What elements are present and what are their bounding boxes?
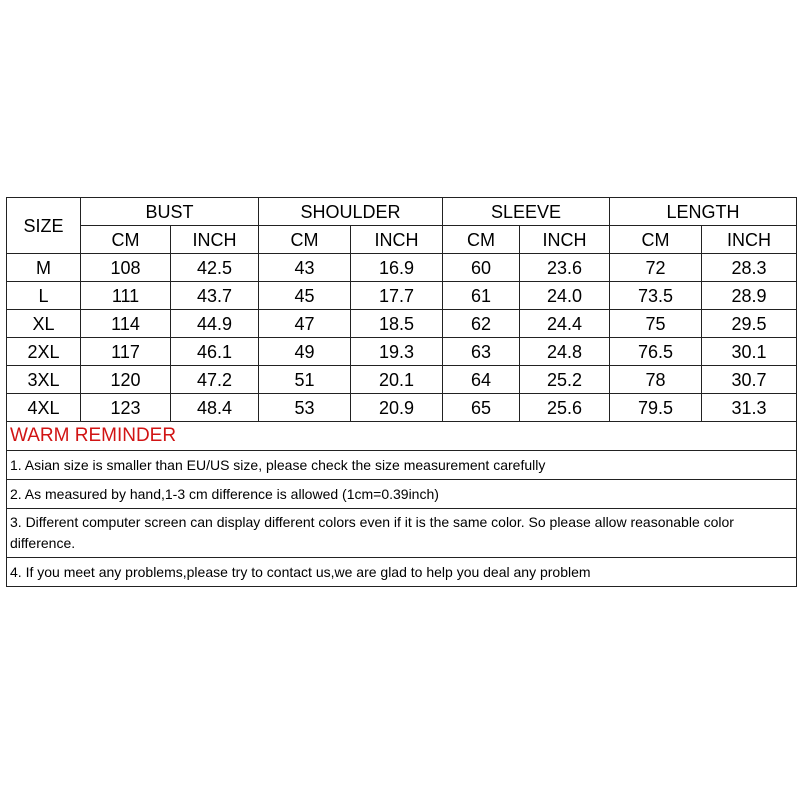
table-cell: 64 (443, 366, 520, 394)
table-cell: 31.3 (702, 394, 797, 422)
table-cell: 78 (610, 366, 702, 394)
unit-header: INCH (520, 226, 610, 254)
table-cell: 17.7 (351, 282, 443, 310)
reminder-note-row (7, 480, 797, 509)
table-cell: 48.4 (171, 394, 259, 422)
unit-header: CM (610, 226, 702, 254)
unit-header: CM (81, 226, 171, 254)
group-header-bust: BUST (81, 198, 259, 226)
table-cell: 123 (81, 394, 171, 422)
table-cell: 43.7 (171, 282, 259, 310)
table-cell: 28.9 (702, 282, 797, 310)
table-row (7, 310, 797, 338)
size-label: 3XL (7, 366, 81, 394)
table-cell: 24.4 (520, 310, 610, 338)
table-row (7, 366, 797, 394)
reminder-note: 4. If you meet any problems,please try to contact us,we are glad to help you deal any problem (7, 558, 797, 587)
size-rows (7, 254, 797, 422)
unit-header: CM (259, 226, 351, 254)
table-cell: 73.5 (610, 282, 702, 310)
table-cell: 42.5 (171, 254, 259, 282)
table-row (7, 254, 797, 282)
table-cell: 28.3 (702, 254, 797, 282)
table-cell: 76.5 (610, 338, 702, 366)
table-cell: 117 (81, 338, 171, 366)
header-row-groups (7, 198, 797, 226)
reminder-title: WARM REMINDER (7, 422, 797, 451)
table-cell: 120 (81, 366, 171, 394)
unit-header: INCH (702, 226, 797, 254)
table-cell: 19.3 (351, 338, 443, 366)
table-cell: 72 (610, 254, 702, 282)
reminder-note: 1. Asian size is smaller than EU/US size, please check the size measurement carefully (7, 451, 797, 480)
table-cell: 24.0 (520, 282, 610, 310)
table-cell: 24.8 (520, 338, 610, 366)
reminder-title-row (7, 422, 797, 451)
table-cell: 20.9 (351, 394, 443, 422)
size-label: 2XL (7, 338, 81, 366)
table-row (7, 338, 797, 366)
table-cell: 108 (81, 254, 171, 282)
table-cell: 61 (443, 282, 520, 310)
size-column-header: SIZE (7, 198, 81, 254)
table-cell: 49 (259, 338, 351, 366)
size-label: 4XL (7, 394, 81, 422)
table-cell: 20.1 (351, 366, 443, 394)
table-row (7, 282, 797, 310)
table-cell: 51 (259, 366, 351, 394)
table-cell: 53 (259, 394, 351, 422)
table-cell: 65 (443, 394, 520, 422)
table-cell: 47 (259, 310, 351, 338)
table-cell: 45 (259, 282, 351, 310)
size-label: M (7, 254, 81, 282)
table-cell: 75 (610, 310, 702, 338)
reminder-note-row (7, 558, 797, 587)
size-chart (6, 197, 796, 587)
table-row (7, 394, 797, 422)
table-cell: 25.6 (520, 394, 610, 422)
table-cell: 114 (81, 310, 171, 338)
table-cell: 25.2 (520, 366, 610, 394)
group-header-shoulder: SHOULDER (259, 198, 443, 226)
table-cell: 47.2 (171, 366, 259, 394)
header-row-units (7, 226, 797, 254)
table-cell: 16.9 (351, 254, 443, 282)
reminder-note: 2. As measured by hand,1-3 cm difference is allowed (1cm=0.39inch) (7, 480, 797, 509)
table-cell: 60 (443, 254, 520, 282)
group-header-sleeve: SLEEVE (443, 198, 610, 226)
table-cell: 29.5 (702, 310, 797, 338)
reminder-note: 3. Different computer screen can display different colors even if it is the same color. So please allow reasonable color difference. (7, 509, 797, 558)
reminder-note-row (7, 509, 797, 558)
table-cell: 44.9 (171, 310, 259, 338)
table-cell: 23.6 (520, 254, 610, 282)
group-header-length: LENGTH (610, 198, 797, 226)
table-cell: 79.5 (610, 394, 702, 422)
unit-header: CM (443, 226, 520, 254)
table-cell: 46.1 (171, 338, 259, 366)
table-cell: 43 (259, 254, 351, 282)
table-cell: 63 (443, 338, 520, 366)
unit-header: INCH (351, 226, 443, 254)
size-label: L (7, 282, 81, 310)
table-cell: 62 (443, 310, 520, 338)
table-cell: 30.7 (702, 366, 797, 394)
table-cell: 18.5 (351, 310, 443, 338)
size-table (6, 197, 797, 587)
reminder-note-row (7, 451, 797, 480)
size-label: XL (7, 310, 81, 338)
table-cell: 111 (81, 282, 171, 310)
table-cell: 30.1 (702, 338, 797, 366)
unit-header: INCH (171, 226, 259, 254)
